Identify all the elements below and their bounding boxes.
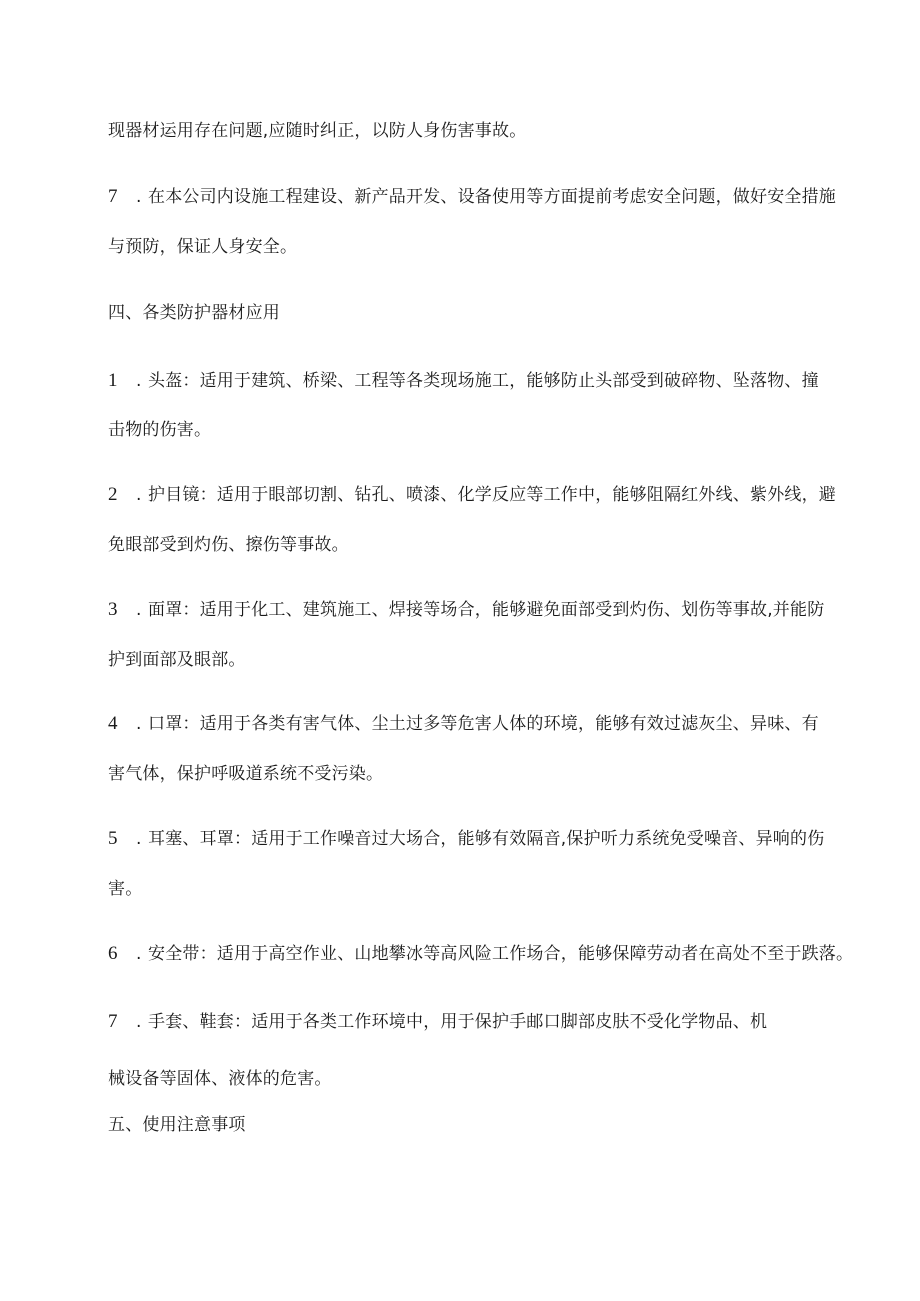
list-item-3-line: 3 . 面罩：适用于化工、建筑施工、焊接等场合，能够避免面部受到灼伤、划伤等事故,并能防 <box>108 599 825 620</box>
list-item-7-line: 7 . 在本公司内设施工程建设、新产品开发、设备使用等方面提前考虑安全问题，做好安全措施 <box>108 186 836 207</box>
line-text: 头盔：适用于建筑、桥梁、工程等各类现场施工，能够防止头部受到破碎物、坠落物、撞 <box>148 371 819 391</box>
line-text: 护目镜：适用于眼部切割、钻孔、喷漆、化学反应等工作中，能够阻隔红外线、紫外线，避 <box>148 485 836 505</box>
line-text: 护到面部及眼部。 <box>108 650 246 670</box>
line-text: 击物的伤害。 <box>108 420 212 440</box>
line-text: 在本公司内设施工程建设、新产品开发、设备使用等方面提前考虑安全问题，做好安全措施 <box>148 187 836 207</box>
line-text: 害。 <box>108 879 143 899</box>
heading-text: 五、使用注意事项 <box>108 1115 246 1135</box>
list-number: 6 <box>108 943 118 964</box>
list-number: 7 <box>108 1011 118 1032</box>
list-item-6-line: 6 . 安全带：适用于高空作业、山地攀冰等高风险工作场合，能够保障劳动者在高处不至于跌落。 <box>108 943 854 964</box>
line-text: 免眼部受到灼伤、擦伤等事故。 <box>108 535 349 555</box>
paragraph-line <box>108 1068 828 1090</box>
list-item-7b-line: 7 . 手套、鞋套：适用于各类工作环境中，用于保护手邮口脚部皮肤不受化学物品、机 <box>108 1011 768 1032</box>
list-item-2-line: 2 . 护目镜：适用于眼部切割、钻孔、喷漆、化学反应等工作中，能够阻隔红外线、紫外线，避 <box>108 484 836 505</box>
paragraph-line <box>108 120 828 142</box>
paragraph-line <box>108 419 828 441</box>
heading-text: 四、各类防护器材应用 <box>108 303 280 323</box>
paragraph-line <box>108 534 828 556</box>
list-number: 4 <box>108 713 118 734</box>
list-item-4-line: 4 . 口罩：适用于各类有害气体、尘土过多等危害人体的环境，能够有效过滤灰尘、异味、有 <box>108 713 819 734</box>
line-text: 安全带：适用于高空作业、山地攀冰等高风险工作场合，能够保障劳动者在高处不至于跌落。 <box>148 944 854 964</box>
line-text: 害气体，保护呼吸道系统不受污染。 <box>108 764 384 784</box>
list-number: 2 <box>108 484 118 505</box>
line-text: 现器材运用存在问题,应随时纠正，以防人身伤害事故。 <box>108 121 527 141</box>
line-text: 口罩：适用于各类有害气体、尘土过多等危害人体的环境，能够有效过滤灰尘、异味、有 <box>148 714 819 734</box>
list-item-5-line: 5 . 耳塞、耳罩：适用于工作噪音过大场合，能够有效隔音,保护听力系统免受噪音、异响的伤 <box>108 828 825 849</box>
paragraph-line <box>108 763 828 785</box>
list-number: 5 <box>108 828 118 849</box>
line-text: 手套、鞋套：适用于各类工作环境中，用于保护手邮口脚部皮肤不受化学物品、机 <box>148 1012 768 1032</box>
list-number: 3 <box>108 599 118 620</box>
line-text: 械设备等固体、液体的危害。 <box>108 1069 332 1089</box>
list-number: 1 <box>108 370 118 391</box>
paragraph-line <box>108 236 828 258</box>
list-item-1-line: 1 . 头盔：适用于建筑、桥梁、工程等各类现场施工，能够防止头部受到破碎物、坠落物、撞 <box>108 370 819 391</box>
list-number: 7 <box>108 186 118 207</box>
line-text: 耳塞、耳罩：适用于工作噪音过大场合，能够有效隔音,保护听力系统免受噪音、异响的伤 <box>148 829 825 849</box>
line-text: 与预防，保证人身安全。 <box>108 237 298 257</box>
line-text: 面罩：适用于化工、建筑施工、焊接等场合，能够避免面部受到灼伤、划伤等事故,并能防 <box>148 600 825 620</box>
section-heading <box>108 302 828 324</box>
section-heading <box>108 1114 828 1136</box>
paragraph-line <box>108 878 828 900</box>
paragraph-line <box>108 649 828 671</box>
